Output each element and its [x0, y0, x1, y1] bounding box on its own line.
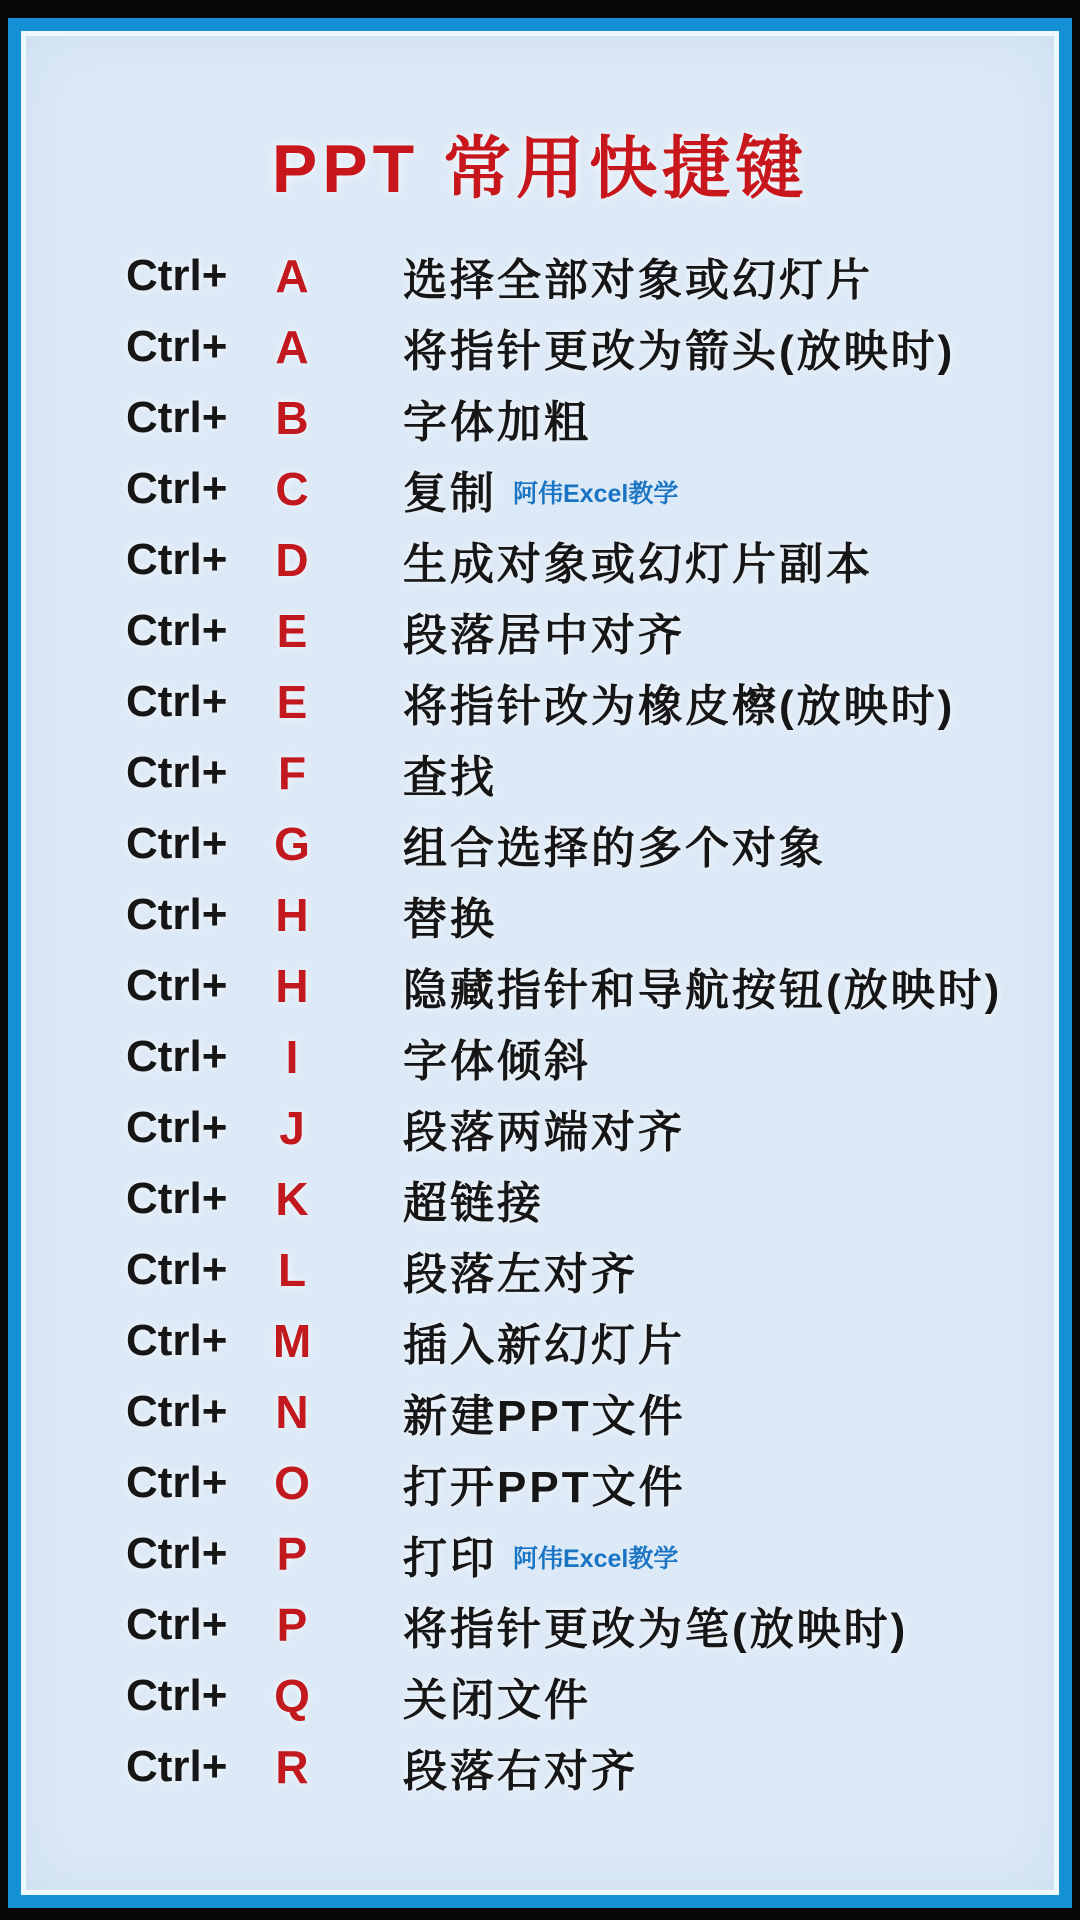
shortcut-letter: N [275, 1385, 309, 1438]
shortcut-letter: I [285, 1030, 299, 1083]
shortcut-description-text: 字体倾斜 [403, 1036, 591, 1086]
shortcut-description [328, 528, 1059, 592]
shortcut-description-text: 关闭文件 [403, 1675, 591, 1725]
shortcut-row [21, 1021, 1059, 1092]
shortcut-description-text: 隐藏指针和导航按钮(放映时) [403, 965, 1003, 1015]
shortcut-row [21, 1376, 1059, 1447]
shortcut-letter: K [275, 1172, 309, 1225]
modifier-key-label: Ctrl+ [126, 321, 228, 371]
shortcut-description [328, 1593, 1059, 1657]
modifier-key-label: Ctrl+ [126, 889, 228, 939]
shortcut-letter: M [272, 1314, 312, 1367]
shortcut-row [21, 879, 1059, 950]
shortcut-description [328, 1309, 1059, 1373]
shortcut-description-text: 生成对象或幻灯片副本 [403, 539, 873, 589]
modifier-key-label: Ctrl+ [126, 463, 228, 513]
modifier-key-label: Ctrl+ [126, 1386, 228, 1436]
shortcut-row [21, 524, 1059, 595]
shortcut-description [328, 1522, 1059, 1586]
shortcut-row [21, 950, 1059, 1021]
shortcut-letter: G [274, 817, 310, 870]
shortcut-description-text: 超链接 [403, 1178, 544, 1228]
shortcut-description-text: 段落左对齐 [403, 1249, 638, 1299]
shortcut-row [21, 1660, 1059, 1731]
shortcut-description [328, 457, 1059, 521]
modifier-key-label: Ctrl+ [126, 534, 228, 584]
shortcut-letter: E [276, 675, 308, 728]
shortcut-list [21, 240, 1059, 1802]
shortcut-description [328, 1238, 1059, 1302]
shortcut-description-text: 打开PPT文件 [403, 1462, 686, 1512]
shortcut-description-text: 替换 [403, 894, 497, 944]
modifier-key-label: Ctrl+ [126, 747, 228, 797]
shortcut-letter: P [276, 1527, 308, 1580]
shortcut-letter: O [274, 1456, 310, 1509]
shortcut-description [328, 1451, 1059, 1515]
shortcut-description [328, 954, 1059, 1018]
watermark-text: 阿伟Excel教学 [513, 479, 679, 508]
shortcut-description-text: 段落两端对齐 [403, 1107, 685, 1157]
shortcut-description-text: 选择全部对象或幻灯片 [403, 255, 873, 305]
shortcut-letter: F [277, 746, 307, 799]
watermark-text: 阿伟Excel教学 [513, 1544, 679, 1573]
shortcut-row [21, 1163, 1059, 1234]
modifier-key-label: Ctrl+ [126, 605, 228, 655]
shortcut-letter: R [275, 1740, 309, 1793]
shortcut-row [21, 666, 1059, 737]
shortcut-letter: B [275, 391, 309, 444]
shortcut-description [328, 741, 1059, 805]
shortcut-letter: Q [274, 1669, 310, 1722]
shortcut-row [21, 1518, 1059, 1589]
shortcut-row [21, 1234, 1059, 1305]
poster-frame [8, 18, 1072, 1908]
shortcut-description [328, 1096, 1059, 1160]
shortcut-letter: H [275, 959, 309, 1012]
shortcut-row [21, 240, 1059, 311]
modifier-key-label: Ctrl+ [126, 250, 228, 300]
modifier-key-label: Ctrl+ [126, 1244, 228, 1294]
shortcut-description [328, 1167, 1059, 1231]
page-title: PPT 常用快捷键 [271, 131, 809, 207]
shortcut-letter: A [275, 320, 309, 373]
shortcut-row [21, 1447, 1059, 1518]
shortcut-description [328, 883, 1059, 947]
shortcut-description [328, 670, 1059, 734]
shortcut-row [21, 808, 1059, 879]
shortcut-description-text: 组合选择的多个对象 [403, 823, 826, 873]
shortcut-description-text: 复制 [403, 468, 497, 518]
modifier-key-label: Ctrl+ [126, 818, 228, 868]
modifier-key-label: Ctrl+ [126, 676, 228, 726]
shortcut-description [328, 1664, 1059, 1728]
shortcut-description [328, 244, 1059, 308]
shortcut-description [328, 1735, 1059, 1799]
modifier-key-label: Ctrl+ [126, 1031, 228, 1081]
shortcut-letter: L [277, 1243, 307, 1296]
shortcut-row [21, 595, 1059, 666]
shortcut-description-text: 将指针更改为笔(放映时) [403, 1604, 909, 1654]
shortcut-letter: E [276, 604, 308, 657]
modifier-key-label: Ctrl+ [126, 1599, 228, 1649]
shortcut-row [21, 1305, 1059, 1376]
shortcut-description-text: 打印 [403, 1533, 497, 1583]
shortcut-letter: J [279, 1101, 305, 1154]
modifier-key-label: Ctrl+ [126, 960, 228, 1010]
shortcut-description [328, 386, 1059, 450]
shortcut-letter: C [275, 462, 309, 515]
shortcut-letter: D [275, 533, 309, 586]
shortcut-description-text: 查找 [403, 752, 497, 802]
modifier-key-label: Ctrl+ [126, 1173, 228, 1223]
modifier-key-label: Ctrl+ [126, 1315, 228, 1365]
shortcut-row [21, 1589, 1059, 1660]
modifier-key-label: Ctrl+ [126, 392, 228, 442]
shortcut-letter: A [275, 249, 309, 302]
shortcut-description [328, 1380, 1059, 1444]
shortcut-description [328, 599, 1059, 663]
shortcut-description-text: 插入新幻灯片 [403, 1320, 685, 1370]
shortcut-letter: P [276, 1598, 308, 1651]
shortcut-description-text: 将指针更改为箭头(放映时) [403, 326, 956, 376]
shortcut-letter: H [275, 888, 309, 941]
modifier-key-label: Ctrl+ [126, 1457, 228, 1507]
shortcut-row [21, 1092, 1059, 1163]
shortcut-description-text: 段落居中对齐 [403, 610, 685, 660]
shortcut-description [328, 812, 1059, 876]
shortcut-row [21, 737, 1059, 808]
shortcut-row [21, 1731, 1059, 1802]
shortcut-description-text: 段落右对齐 [403, 1746, 638, 1796]
shortcut-description-text: 字体加粗 [403, 397, 591, 447]
shortcut-row [21, 382, 1059, 453]
modifier-key-label: Ctrl+ [126, 1528, 228, 1578]
modifier-key-label: Ctrl+ [126, 1741, 228, 1791]
shortcut-description-text: 将指针改为橡皮檫(放映时) [403, 681, 956, 731]
shortcut-description [328, 315, 1059, 379]
modifier-key-label: Ctrl+ [126, 1670, 228, 1720]
modifier-key-label: Ctrl+ [126, 1102, 228, 1152]
shortcut-row [21, 311, 1059, 382]
shortcut-row [21, 453, 1059, 524]
shortcut-description [328, 1025, 1059, 1089]
shortcut-description-text: 新建PPT文件 [403, 1391, 686, 1441]
